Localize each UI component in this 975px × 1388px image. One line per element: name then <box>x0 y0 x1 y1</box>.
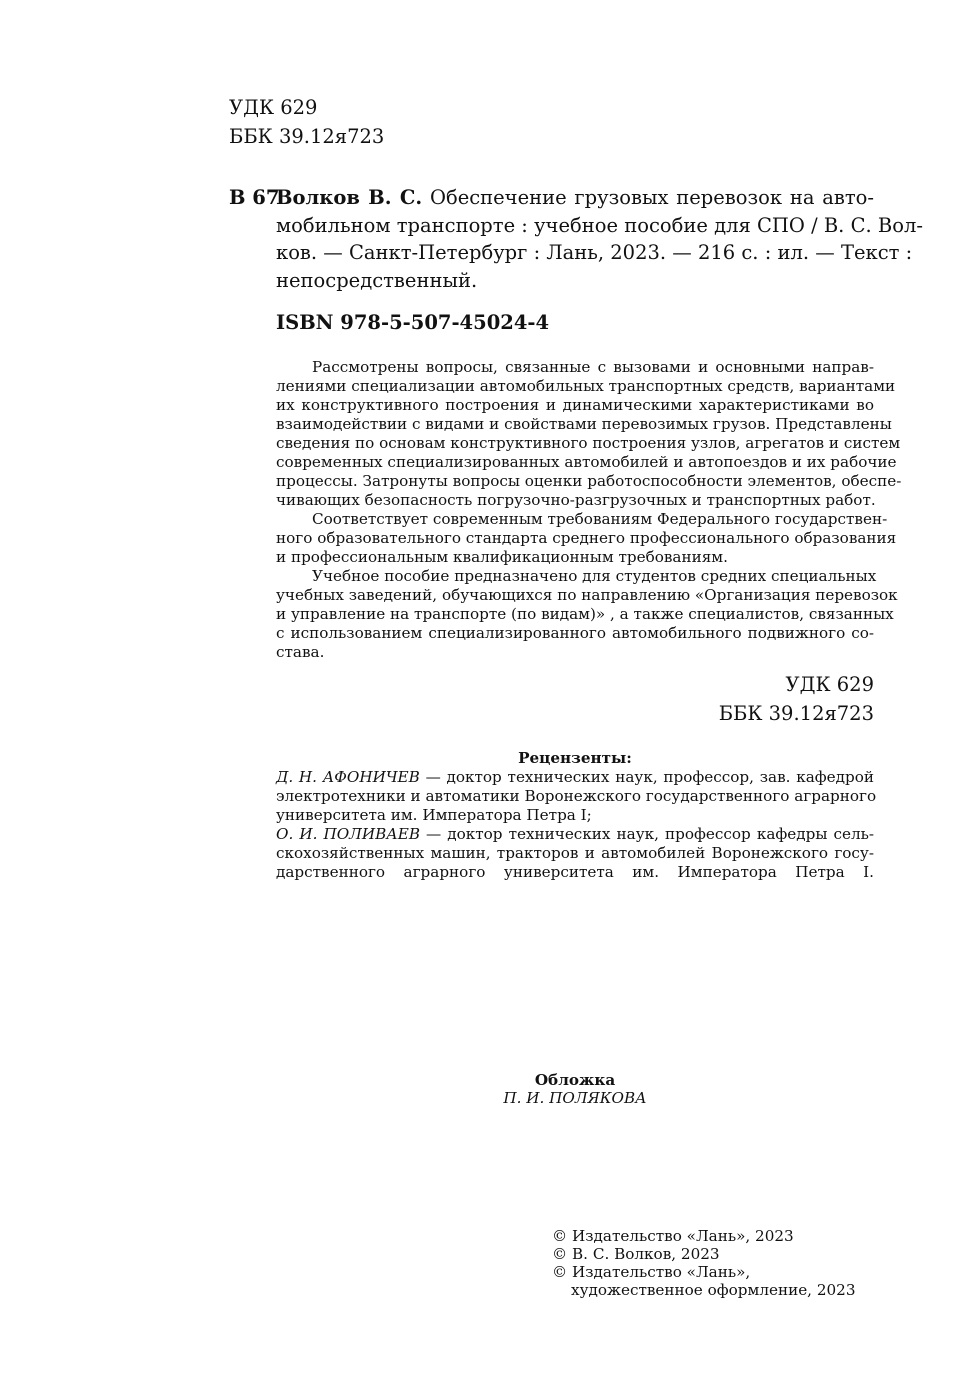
copyright-line: © В. С. Волков, 2023 <box>552 1245 720 1263</box>
cover-artist: П. И. ПОЛЯКОВА <box>503 1089 647 1107</box>
top-classification-codes <box>229 93 384 151</box>
reviewer-line: университета им. Императора Петра I; <box>276 806 592 824</box>
biblio-line: непосредственный. <box>276 268 478 292</box>
annotation-line: процессы. Затронуты вопросы оценки работоспособности элементов, обеспе- <box>276 472 902 490</box>
bbk-code: ББК 39.12я723 <box>229 125 385 148</box>
cover-credit <box>0 1071 975 1107</box>
annotation-line: современных специализированных автомобилей и автопоездов и их рабочие <box>276 453 897 471</box>
reviewer-name: О. И. ПОЛИВАЕВ <box>276 825 420 843</box>
udk-code: УДК 629 <box>785 673 874 696</box>
annotation-line: учебных заведений, обучающихся по направлению «Организация перевозок <box>276 586 898 604</box>
copyright-line: © Издательство «Лань», 2023 <box>552 1227 794 1245</box>
annotation-line: Соответствует современным требованиям Федерального государствен- <box>312 510 888 528</box>
annotation-line: и управление на транспорте (по видам)» , а также специалистов, связанных <box>276 605 894 623</box>
udk-code: УДК 629 <box>229 96 318 119</box>
copyright-line: © Издательство «Лань», <box>552 1263 751 1281</box>
reviewer-line: электротехники и автоматики Воронежского государственного аграрного <box>276 787 877 805</box>
annotation-line: взаимодействии с видами и свойствами перевозимых грузов. Представлены <box>276 415 892 433</box>
annotation-line: и профессиональным квалификационным требованиям. <box>276 548 728 566</box>
biblio-line: ков. — Санкт-Петербург : Лань, 2023. — 216 с. : ил. — Текст : <box>276 241 913 264</box>
annotation-line: их конструктивного построения и динамическими характеристиками во <box>276 396 874 414</box>
reviewer-line: дарственного аграрного университета им. Императора Петра I. <box>276 863 874 881</box>
annotation-line: лениями специализации автомобильных транспортных средств, вариантами <box>276 377 896 395</box>
bottom-classification-codes <box>719 670 874 728</box>
annotation-line: ного образовательного стандарта среднего профессионального образования <box>276 529 897 547</box>
reviewer-name: Д. Н. АФОНИЧЕВ <box>276 768 420 786</box>
reviewer-line: О. И. ПОЛИВАЕВ — доктор технических наук, профессор кафедры сель- <box>276 825 875 843</box>
reviewer-line: скохозяйственных машин, тракторов и автомобилей Воронежского госу- <box>276 844 874 862</box>
annotation-line: Учебное пособие предназначено для студентов средних специальных <box>312 567 877 585</box>
author-name: Волков В. С. <box>276 186 423 209</box>
annotation-line: сведения по основам конструктивного построения узлов, агрегатов и систем <box>276 434 901 452</box>
reviewer-line: Д. Н. АФОНИЧЕВ — доктор технических наук, профессор, зав. кафедрой <box>276 768 874 786</box>
copyright-block <box>552 1227 856 1299</box>
catalog-identifier: В 67 <box>229 186 280 209</box>
cover-label: Обложка <box>534 1071 616 1089</box>
reviewers-heading: Рецензенты: <box>518 749 632 767</box>
annotation-line: става. <box>276 643 325 661</box>
annotation-line: чивающих безопасность погрузочно-разгрузочных и транспортных работ. <box>276 491 876 509</box>
annotation <box>276 358 902 662</box>
copyright-line: художественное оформление, 2023 <box>571 1281 856 1299</box>
bbk-code: ББК 39.12я723 <box>718 702 874 725</box>
biblio-line: мобильном транспорте : учебное пособие для СПО / В. С. Вол- <box>276 213 923 237</box>
annotation-line: Рассмотрены вопросы, связанные с вызовами и основными направ- <box>312 358 874 376</box>
biblio-line <box>276 184 874 212</box>
bibliographic-record <box>276 184 923 294</box>
title-start: Обеспечение грузовых перевозок на авто- <box>422 186 874 209</box>
reviewers-block <box>276 749 877 882</box>
annotation-line: с использованием специализированного автомобильного подвижного со- <box>276 624 874 642</box>
isbn: ISBN 978-5-507-45024-4 <box>276 311 550 334</box>
